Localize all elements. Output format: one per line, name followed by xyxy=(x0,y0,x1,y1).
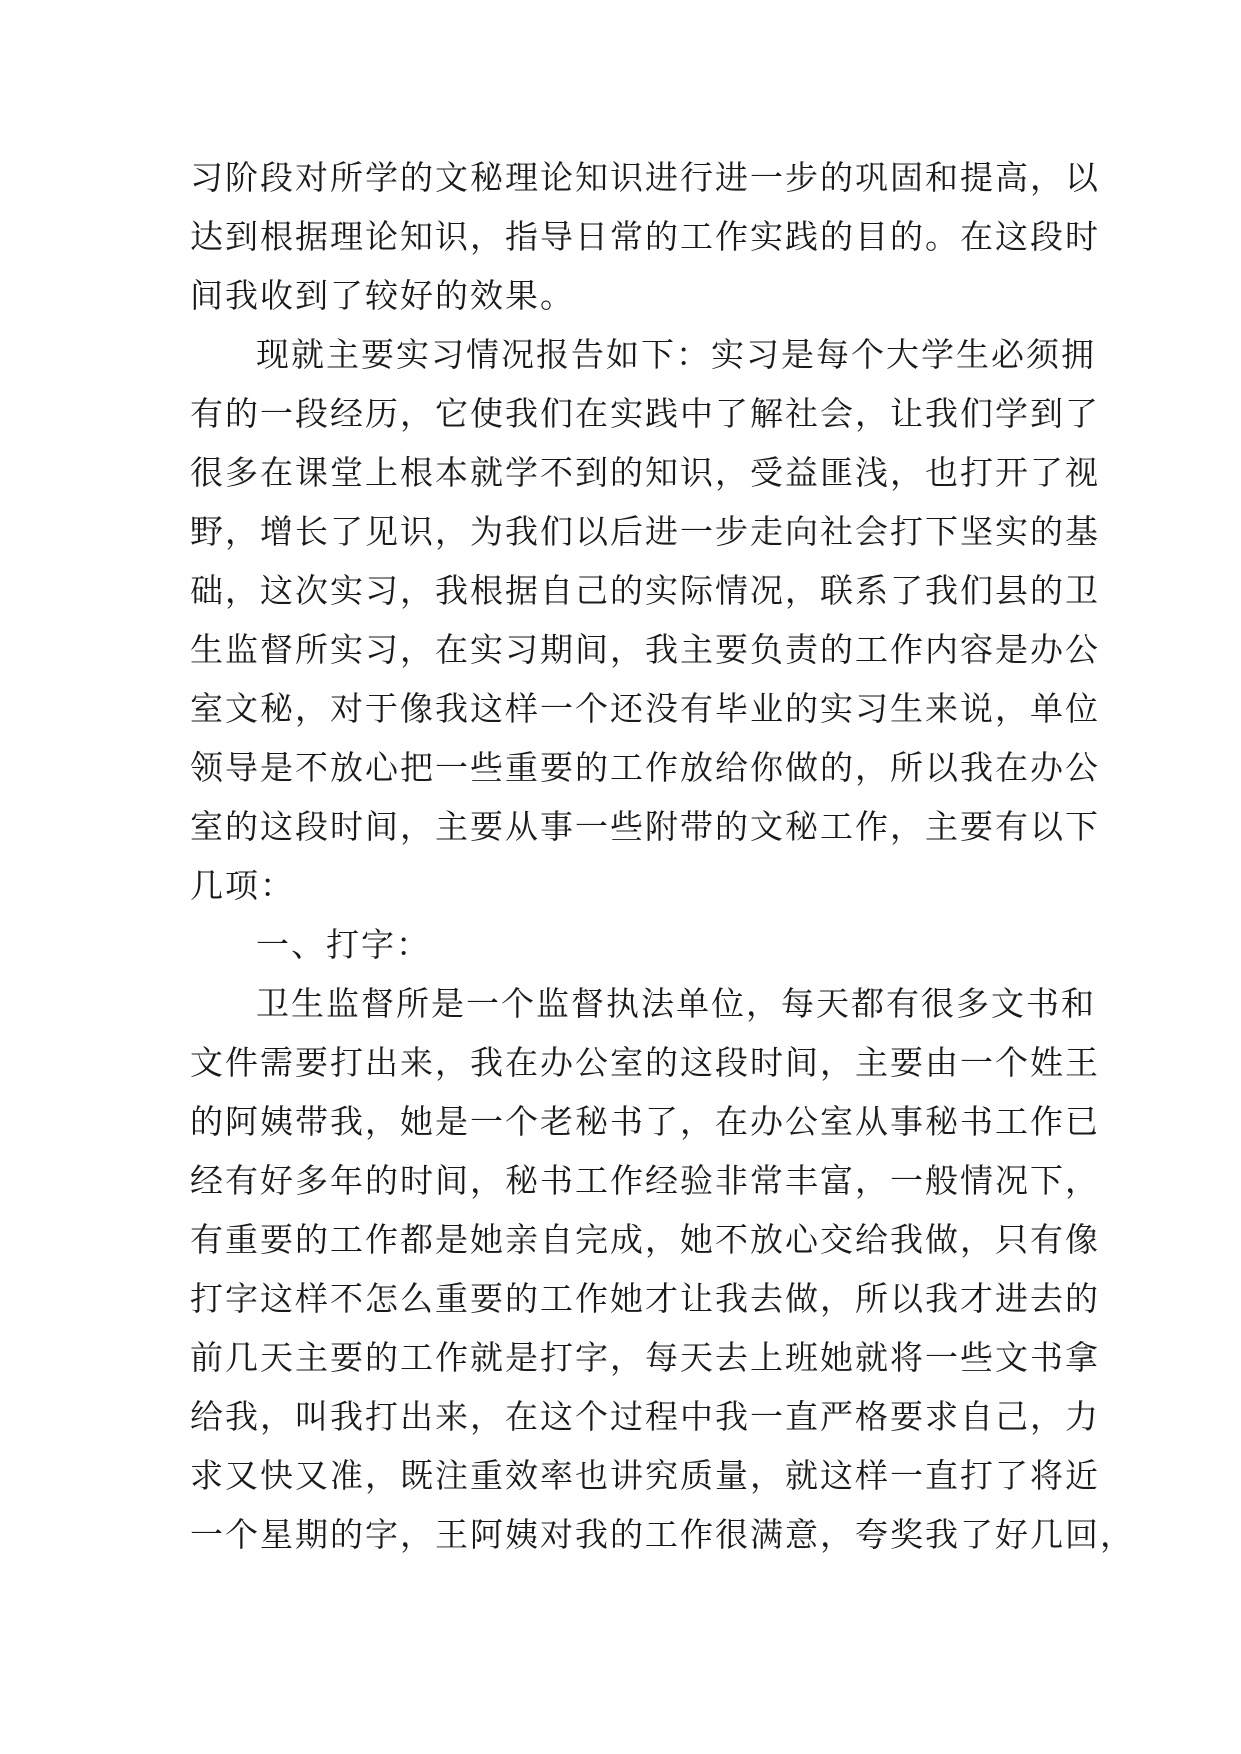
text-line: 几项： xyxy=(190,866,295,905)
text-line: 习阶段对所学的文秘理论知识进行进一步的巩固和提高，以 xyxy=(190,158,1100,197)
text-line: 的阿姨带我，她是一个老秘书了，在办公室从事秘书工作已 xyxy=(190,1102,1100,1141)
text-line: 生监督所实习，在实习期间，我主要负责的工作内容是办公 xyxy=(190,630,1100,669)
text-line: 一个星期的字，王阿姨对我的工作很满意，夸奖我了好几回， xyxy=(190,1515,1135,1554)
text-line: 有重要的工作都是她亲自完成，她不放心交给我做，只有像 xyxy=(190,1220,1100,1259)
text-line: 求又快又准，既注重效率也讲究质量，就这样一直打了将近 xyxy=(190,1456,1100,1495)
section-heading: 一、打字： xyxy=(256,925,431,964)
text-line: 础，这次实习，我根据自己的实际情况，联系了我们县的卫 xyxy=(190,571,1100,610)
text-line: 有的一段经历，它使我们在实践中了解社会，让我们学到了 xyxy=(190,394,1100,433)
paragraph-start-line: 现就主要实习情况报告如下：实习是每个大学生必须拥 xyxy=(256,335,1096,374)
text-line: 达到根据理论知识，指导日常的工作实践的目的。在这段时 xyxy=(190,217,1100,256)
text-line: 间我收到了较好的效果。 xyxy=(190,276,575,315)
text-line: 很多在课堂上根本就学不到的知识，受益匪浅，也打开了视 xyxy=(190,453,1100,492)
body-text xyxy=(190,148,1135,1564)
text-line: 经有好多年的时间，秘书工作经验非常丰富，一般情况下， xyxy=(190,1161,1100,1200)
text-line: 文件需要打出来，我在办公室的这段时间，主要由一个姓王 xyxy=(190,1043,1100,1082)
text-line: 室的这段时间，主要从事一些附带的文秘工作，主要有以下 xyxy=(190,807,1100,846)
text-line: 野，增长了见识，为我们以后进一步走向社会打下坚实的基 xyxy=(190,512,1100,551)
paragraph-start-line: 卫生监督所是一个监督执法单位，每天都有很多文书和 xyxy=(256,984,1096,1023)
text-line: 领导是不放心把一些重要的工作放给你做的，所以我在办公 xyxy=(190,748,1100,787)
text-line: 室文秘，对于像我这样一个还没有毕业的实习生来说，单位 xyxy=(190,689,1100,728)
text-line: 给我，叫我打出来，在这个过程中我一直严格要求自己，力 xyxy=(190,1397,1100,1436)
text-line: 前几天主要的工作就是打字，每天去上班她就将一些文书拿 xyxy=(190,1338,1100,1377)
text-line: 打字这样不怎么重要的工作她才让我去做，所以我才进去的 xyxy=(190,1279,1100,1318)
